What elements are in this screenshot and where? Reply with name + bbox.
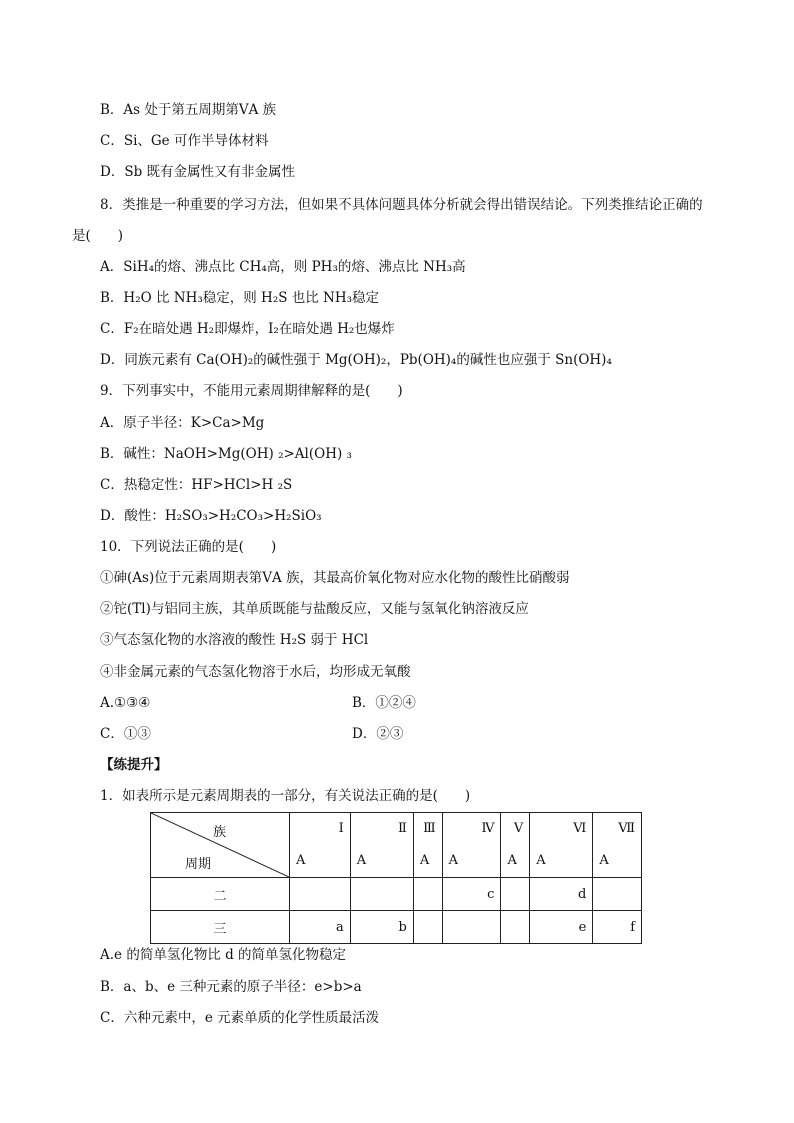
period-label: 三 — [151, 911, 290, 944]
group-header-2: Ⅱ A — [350, 813, 413, 878]
q10-statement-4: ④非金属元素的气态氢化物溶于水后，均形成无氧酸 — [100, 664, 411, 680]
option-d-sb: D．Sb 既有金属性又有非金属性 — [100, 164, 296, 180]
q10-statement-3: ③气态氢化物的水溶液的酸性 H₂S 弱于 HCl — [100, 632, 369, 648]
q9-option-c: C．热稳定性：HF>HCl>H ₂S — [100, 477, 293, 493]
table-cell — [350, 878, 413, 911]
section-heading: 【练提升】 — [100, 757, 168, 773]
table-cell — [501, 878, 530, 911]
table-cell: d — [530, 878, 593, 911]
table-cell: c — [442, 878, 501, 911]
group-header-4: Ⅳ A — [442, 813, 501, 878]
table-row-period-2 — [151, 878, 642, 911]
q10-statement-2: ②铊(Tl)与铝同主族，其单质既能与盐酸反应，又能与氢氧化钠溶液反应 — [100, 601, 529, 617]
q10-statement-1: ①砷(As)位于元素周期表第ⅤA 族，其最高价氧化物对应水化物的酸性比硝酸弱 — [100, 570, 570, 586]
table-cell — [593, 878, 642, 911]
q9-option-d: D．酸性：H₂SO₃>H₂CO₃>H₂SiO₃ — [100, 508, 322, 524]
q9-option-b: B．碱性：NaOH>Mg(OH) ₂>Al(OH) ₃ — [100, 446, 352, 462]
q8-stem-line1: 8．类推是一种重要的学习方法，但如果不具体问题具体分析就会得出错误结论。下列类推结论正确的 — [100, 197, 703, 213]
group-header-7: Ⅶ A — [593, 813, 642, 878]
group-header-3: Ⅲ A — [413, 813, 442, 878]
p1-option-a: A.e 的简单氢化物比 d 的简单氢化物稳定 — [100, 947, 347, 963]
table-cell — [413, 878, 442, 911]
table-cell: e — [530, 911, 593, 944]
q9-stem: 9．下列事实中，不能用元素周期律解释的是( ) — [100, 383, 403, 399]
corner-label-period: 周期 — [185, 857, 212, 872]
q8-option-b: B．H₂O 比 NH₃稳定，则 H₂S 也比 NH₃稳定 — [100, 290, 380, 306]
q9-option-a: A．原子半径：K>Ca>Mg — [100, 415, 265, 431]
table-cell — [501, 911, 530, 944]
period-label: 二 — [151, 878, 290, 911]
p1-option-b: B．a、b、e 三种元素的原子半径：e>b>a — [100, 979, 362, 995]
q10-option-c: C．①③ — [100, 726, 151, 742]
table-corner-cell — [151, 813, 290, 878]
q10-option-a: A.①③④ — [100, 695, 151, 711]
group-header-1: Ⅰ A — [290, 813, 351, 878]
q8-option-d: D．同族元素有 Ca(OH)₂的碱性强于 Mg(OH)₂，Pb(OH)₄的碱性也应强于 Sn(OH)₄ — [100, 352, 612, 368]
q10-stem: 10．下列说法正确的是( ) — [100, 539, 277, 555]
q10-option-d: D．②③ — [352, 726, 404, 742]
periodic-table-fragment — [150, 812, 642, 944]
group-header-6: Ⅵ A — [530, 813, 593, 878]
table-cell — [290, 878, 351, 911]
table-row-period-3 — [151, 911, 642, 944]
table-cell: f — [593, 911, 642, 944]
q10-option-b: B．①②④ — [352, 695, 416, 711]
table-cell: a — [290, 911, 351, 944]
group-header-5: Ⅴ A — [501, 813, 530, 878]
q8-option-c: C．F₂在暗处遇 H₂即爆炸，I₂在暗处遇 H₂也爆炸 — [100, 321, 395, 337]
corner-label-group: 族 — [213, 825, 227, 840]
option-b-as: B．As 处于第五周期第ⅤA 族 — [100, 102, 277, 118]
p1-stem: 1．如表所示是元素周期表的一部分，有关说法正确的是( ) — [100, 788, 471, 804]
q8-option-a: A．SiH₄的熔、沸点比 CH₄高，则 PH₃的熔、沸点比 NH₃高 — [100, 259, 466, 275]
table-cell — [413, 911, 442, 944]
option-c-si: C．Si、Ge 可作半导体材料 — [100, 133, 269, 149]
p1-option-c: C．六种元素中，e 元素单质的化学性质最活泼 — [100, 1010, 380, 1026]
table-cell: b — [350, 911, 413, 944]
q8-stem-line2: 是( ) — [72, 228, 124, 244]
table-cell — [442, 911, 501, 944]
